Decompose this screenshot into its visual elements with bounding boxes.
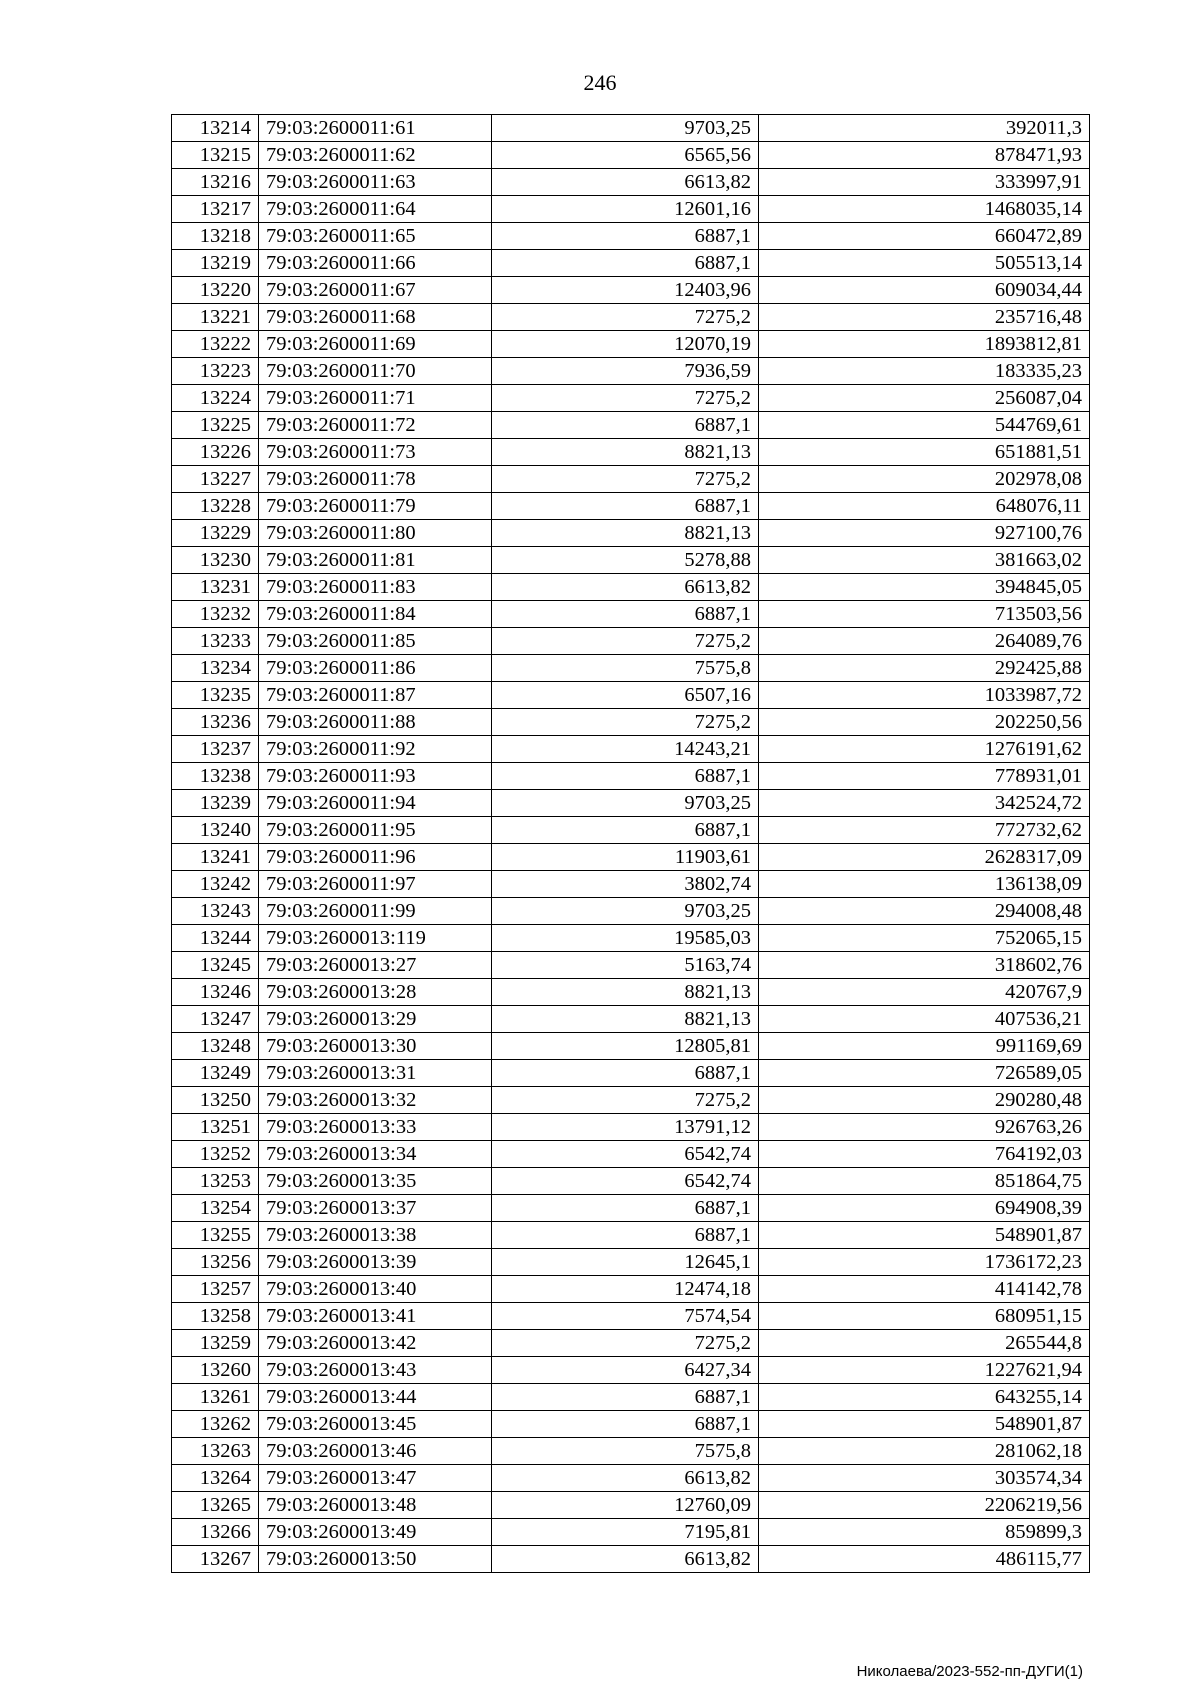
row-number-cell: 13252 (172, 1141, 259, 1168)
table-row (172, 1357, 1090, 1384)
value-cell: 407536,21 (759, 1006, 1090, 1033)
cadastral-number-cell: 79:03:2600011:94 (259, 790, 492, 817)
value-cell: 764192,03 (759, 1141, 1090, 1168)
row-number-cell: 13260 (172, 1357, 259, 1384)
value-cell: 752065,15 (759, 925, 1090, 952)
cadastral-number-cell: 79:03:2600011:85 (259, 628, 492, 655)
value-cell: 927100,76 (759, 520, 1090, 547)
row-number-cell: 13266 (172, 1519, 259, 1546)
value-cell: 851864,75 (759, 1168, 1090, 1195)
cadastral-number-cell: 79:03:2600011:87 (259, 682, 492, 709)
table-row (172, 277, 1090, 304)
area-cell: 12645,1 (492, 1249, 759, 1276)
table-row (172, 655, 1090, 682)
cadastral-number-cell: 79:03:2600013:49 (259, 1519, 492, 1546)
table-row (172, 196, 1090, 223)
value-cell: 333997,91 (759, 169, 1090, 196)
area-cell: 7574,54 (492, 1303, 759, 1330)
table-row (172, 115, 1090, 142)
cadastral-number-cell: 79:03:2600011:97 (259, 871, 492, 898)
cadastral-number-cell: 79:03:2600013:32 (259, 1087, 492, 1114)
table-row (172, 142, 1090, 169)
value-cell: 991169,69 (759, 1033, 1090, 1060)
value-cell: 414142,78 (759, 1276, 1090, 1303)
cadastral-number-cell: 79:03:2600013:41 (259, 1303, 492, 1330)
value-cell: 548901,87 (759, 1222, 1090, 1249)
value-cell: 859899,3 (759, 1519, 1090, 1546)
area-cell: 12403,96 (492, 277, 759, 304)
row-number-cell: 13222 (172, 331, 259, 358)
cadastral-number-cell: 79:03:2600011:61 (259, 115, 492, 142)
row-number-cell: 13247 (172, 1006, 259, 1033)
area-cell: 19585,03 (492, 925, 759, 952)
cadastral-number-cell: 79:03:2600011:93 (259, 763, 492, 790)
area-cell: 6565,56 (492, 142, 759, 169)
table-row (172, 250, 1090, 277)
row-number-cell: 13259 (172, 1330, 259, 1357)
area-cell: 3802,74 (492, 871, 759, 898)
area-cell: 7275,2 (492, 1087, 759, 1114)
value-cell: 294008,48 (759, 898, 1090, 925)
value-cell: 290280,48 (759, 1087, 1090, 1114)
row-number-cell: 13255 (172, 1222, 259, 1249)
row-number-cell: 13240 (172, 817, 259, 844)
value-cell: 394845,05 (759, 574, 1090, 601)
area-cell: 7275,2 (492, 304, 759, 331)
row-number-cell: 13248 (172, 1033, 259, 1060)
table-row (172, 1330, 1090, 1357)
row-number-cell: 13235 (172, 682, 259, 709)
cadastral-number-cell: 79:03:2600011:78 (259, 466, 492, 493)
table-row (172, 1168, 1090, 1195)
cadastral-number-cell: 79:03:2600011:71 (259, 385, 492, 412)
value-cell: 1033987,72 (759, 682, 1090, 709)
table-row (172, 466, 1090, 493)
area-cell: 7275,2 (492, 385, 759, 412)
table-row (172, 844, 1090, 871)
cadastral-number-cell: 79:03:2600011:81 (259, 547, 492, 574)
value-cell: 256087,04 (759, 385, 1090, 412)
area-cell: 6613,82 (492, 574, 759, 601)
value-cell: 505513,14 (759, 250, 1090, 277)
value-cell: 1276191,62 (759, 736, 1090, 763)
cadastral-number-cell: 79:03:2600011:62 (259, 142, 492, 169)
row-number-cell: 13227 (172, 466, 259, 493)
row-number-cell: 13216 (172, 169, 259, 196)
value-cell: 342524,72 (759, 790, 1090, 817)
cadastral-number-cell: 79:03:2600013:34 (259, 1141, 492, 1168)
area-cell: 7575,8 (492, 655, 759, 682)
cadastral-number-cell: 79:03:2600013:33 (259, 1114, 492, 1141)
table-row (172, 925, 1090, 952)
row-number-cell: 13256 (172, 1249, 259, 1276)
area-cell: 6542,74 (492, 1141, 759, 1168)
value-cell: 548901,87 (759, 1411, 1090, 1438)
value-cell: 643255,14 (759, 1384, 1090, 1411)
value-cell: 772732,62 (759, 817, 1090, 844)
area-cell: 8821,13 (492, 439, 759, 466)
row-number-cell: 13264 (172, 1465, 259, 1492)
area-cell: 7275,2 (492, 709, 759, 736)
row-number-cell: 13234 (172, 655, 259, 682)
row-number-cell: 13265 (172, 1492, 259, 1519)
cadastral-number-cell: 79:03:2600011:88 (259, 709, 492, 736)
value-cell: 1893812,81 (759, 331, 1090, 358)
row-number-cell: 13233 (172, 628, 259, 655)
value-cell: 694908,39 (759, 1195, 1090, 1222)
area-cell: 6613,82 (492, 1465, 759, 1492)
row-number-cell: 13251 (172, 1114, 259, 1141)
value-cell: 486115,77 (759, 1546, 1090, 1573)
row-number-cell: 13254 (172, 1195, 259, 1222)
area-cell: 8821,13 (492, 1006, 759, 1033)
area-cell: 12474,18 (492, 1276, 759, 1303)
table-row (172, 439, 1090, 466)
area-cell: 7195,81 (492, 1519, 759, 1546)
area-cell: 9703,25 (492, 898, 759, 925)
cadastral-number-cell: 79:03:2600013:37 (259, 1195, 492, 1222)
cadastral-number-cell: 79:03:2600013:48 (259, 1492, 492, 1519)
area-cell: 6613,82 (492, 169, 759, 196)
table-row (172, 1114, 1090, 1141)
value-cell: 303574,34 (759, 1465, 1090, 1492)
value-cell: 2628317,09 (759, 844, 1090, 871)
value-cell: 265544,8 (759, 1330, 1090, 1357)
cadastral-number-cell: 79:03:2600013:31 (259, 1060, 492, 1087)
row-number-cell: 13241 (172, 844, 259, 871)
value-cell: 878471,93 (759, 142, 1090, 169)
value-cell: 420767,9 (759, 979, 1090, 1006)
table-row (172, 385, 1090, 412)
cadastral-number-cell: 79:03:2600011:70 (259, 358, 492, 385)
value-cell: 202978,08 (759, 466, 1090, 493)
area-cell: 6613,82 (492, 1546, 759, 1573)
cadastral-number-cell: 79:03:2600013:46 (259, 1438, 492, 1465)
cadastral-number-cell: 79:03:2600011:68 (259, 304, 492, 331)
table-row (172, 1276, 1090, 1303)
area-cell: 6887,1 (492, 1411, 759, 1438)
table-row (172, 898, 1090, 925)
cadastral-number-cell: 79:03:2600011:86 (259, 655, 492, 682)
area-cell: 6887,1 (492, 250, 759, 277)
cadastral-table (171, 114, 1090, 1573)
value-cell: 183335,23 (759, 358, 1090, 385)
table-row (172, 1519, 1090, 1546)
area-cell: 7275,2 (492, 628, 759, 655)
table-row (172, 1438, 1090, 1465)
value-cell: 318602,76 (759, 952, 1090, 979)
table-row (172, 1006, 1090, 1033)
cadastral-number-cell: 79:03:2600013:45 (259, 1411, 492, 1438)
table-row (172, 979, 1090, 1006)
table-row (172, 790, 1090, 817)
area-cell: 12760,09 (492, 1492, 759, 1519)
table-row (172, 358, 1090, 385)
area-cell: 6887,1 (492, 1060, 759, 1087)
row-number-cell: 13242 (172, 871, 259, 898)
row-number-cell: 13238 (172, 763, 259, 790)
row-number-cell: 13224 (172, 385, 259, 412)
value-cell: 235716,48 (759, 304, 1090, 331)
cadastral-number-cell: 79:03:2600013:50 (259, 1546, 492, 1573)
row-number-cell: 13223 (172, 358, 259, 385)
cadastral-number-cell: 79:03:2600011:72 (259, 412, 492, 439)
value-cell: 1227621,94 (759, 1357, 1090, 1384)
cadastral-number-cell: 79:03:2600013:35 (259, 1168, 492, 1195)
value-cell: 660472,89 (759, 223, 1090, 250)
page-number: 246 (583, 70, 617, 95)
row-number-cell: 13231 (172, 574, 259, 601)
value-cell: 281062,18 (759, 1438, 1090, 1465)
area-cell: 6887,1 (492, 1195, 759, 1222)
cadastral-number-cell: 79:03:2600013:44 (259, 1384, 492, 1411)
table-row (172, 817, 1090, 844)
area-cell: 6887,1 (492, 1384, 759, 1411)
area-cell: 5163,74 (492, 952, 759, 979)
row-number-cell: 13219 (172, 250, 259, 277)
table-row (172, 709, 1090, 736)
table-row (172, 520, 1090, 547)
row-number-cell: 13225 (172, 412, 259, 439)
area-cell: 6427,34 (492, 1357, 759, 1384)
row-number-cell: 13244 (172, 925, 259, 952)
cadastral-number-cell: 79:03:2600013:39 (259, 1249, 492, 1276)
table-row (172, 1141, 1090, 1168)
table-row (172, 1249, 1090, 1276)
table-row (172, 1303, 1090, 1330)
cadastral-number-cell: 79:03:2600011:69 (259, 331, 492, 358)
row-number-cell: 13243 (172, 898, 259, 925)
table-body (172, 115, 1090, 1573)
cadastral-number-cell: 79:03:2600011:84 (259, 601, 492, 628)
value-cell: 926763,26 (759, 1114, 1090, 1141)
table-row (172, 1546, 1090, 1573)
table-row (172, 871, 1090, 898)
area-cell: 7575,8 (492, 1438, 759, 1465)
table-row (172, 493, 1090, 520)
row-number-cell: 13237 (172, 736, 259, 763)
cadastral-number-cell: 79:03:2600011:92 (259, 736, 492, 763)
value-cell: 680951,15 (759, 1303, 1090, 1330)
table-row (172, 952, 1090, 979)
table-row (172, 1465, 1090, 1492)
value-cell: 651881,51 (759, 439, 1090, 466)
row-number-cell: 13245 (172, 952, 259, 979)
cadastral-number-cell: 79:03:2600011:80 (259, 520, 492, 547)
table-row (172, 169, 1090, 196)
row-number-cell: 13214 (172, 115, 259, 142)
table-row (172, 736, 1090, 763)
cadastral-number-cell: 79:03:2600013:27 (259, 952, 492, 979)
row-number-cell: 13246 (172, 979, 259, 1006)
cadastral-number-cell: 79:03:2600011:65 (259, 223, 492, 250)
table-row (172, 628, 1090, 655)
area-cell: 8821,13 (492, 520, 759, 547)
value-cell: 544769,61 (759, 412, 1090, 439)
area-cell: 5278,88 (492, 547, 759, 574)
cadastral-number-cell: 79:03:2600011:79 (259, 493, 492, 520)
cadastral-number-cell: 79:03:2600013:119 (259, 925, 492, 952)
area-cell: 6507,16 (492, 682, 759, 709)
area-cell: 12070,19 (492, 331, 759, 358)
value-cell: 381663,02 (759, 547, 1090, 574)
table-row (172, 1384, 1090, 1411)
row-number-cell: 13218 (172, 223, 259, 250)
cadastral-number-cell: 79:03:2600011:63 (259, 169, 492, 196)
table-row (172, 682, 1090, 709)
area-cell: 12805,81 (492, 1033, 759, 1060)
cadastral-number-cell: 79:03:2600011:99 (259, 898, 492, 925)
value-cell: 292425,88 (759, 655, 1090, 682)
value-cell: 202250,56 (759, 709, 1090, 736)
table-row (172, 574, 1090, 601)
row-number-cell: 13267 (172, 1546, 259, 1573)
table-row (172, 331, 1090, 358)
area-cell: 11903,61 (492, 844, 759, 871)
table-row (172, 304, 1090, 331)
cadastral-number-cell: 79:03:2600013:40 (259, 1276, 492, 1303)
area-cell: 7936,59 (492, 358, 759, 385)
table-row (172, 547, 1090, 574)
row-number-cell: 13229 (172, 520, 259, 547)
table-row (172, 1087, 1090, 1114)
value-cell: 609034,44 (759, 277, 1090, 304)
table-row (172, 1195, 1090, 1222)
cadastral-number-cell: 79:03:2600011:64 (259, 196, 492, 223)
area-cell: 6887,1 (492, 1222, 759, 1249)
cadastral-number-cell: 79:03:2600013:29 (259, 1006, 492, 1033)
value-cell: 2206219,56 (759, 1492, 1090, 1519)
cadastral-number-cell: 79:03:2600013:47 (259, 1465, 492, 1492)
table-row (172, 1411, 1090, 1438)
document-reference: Николаева/2023-552-пп-ДУГИ(1) (856, 1663, 1083, 1680)
row-number-cell: 13239 (172, 790, 259, 817)
row-number-cell: 13220 (172, 277, 259, 304)
area-cell: 12601,16 (492, 196, 759, 223)
cadastral-number-cell: 79:03:2600011:67 (259, 277, 492, 304)
row-number-cell: 13257 (172, 1276, 259, 1303)
table-row (172, 412, 1090, 439)
row-number-cell: 13253 (172, 1168, 259, 1195)
table-row (172, 1492, 1090, 1519)
row-number-cell: 13221 (172, 304, 259, 331)
row-number-cell: 13249 (172, 1060, 259, 1087)
cadastral-number-cell: 79:03:2600011:73 (259, 439, 492, 466)
area-cell: 14243,21 (492, 736, 759, 763)
cadastral-number-cell: 79:03:2600013:42 (259, 1330, 492, 1357)
cadastral-number-cell: 79:03:2600011:96 (259, 844, 492, 871)
table-row (172, 763, 1090, 790)
cadastral-number-cell: 79:03:2600013:28 (259, 979, 492, 1006)
area-cell: 9703,25 (492, 115, 759, 142)
cadastral-number-cell: 79:03:2600013:38 (259, 1222, 492, 1249)
value-cell: 136138,09 (759, 871, 1090, 898)
row-number-cell: 13236 (172, 709, 259, 736)
row-number-cell: 13215 (172, 142, 259, 169)
cadastral-number-cell: 79:03:2600011:66 (259, 250, 492, 277)
row-number-cell: 13250 (172, 1087, 259, 1114)
row-number-cell: 13262 (172, 1411, 259, 1438)
row-number-cell: 13232 (172, 601, 259, 628)
area-cell: 6542,74 (492, 1168, 759, 1195)
area-cell: 7275,2 (492, 466, 759, 493)
row-number-cell: 13263 (172, 1438, 259, 1465)
row-number-cell: 13261 (172, 1384, 259, 1411)
value-cell: 1736172,23 (759, 1249, 1090, 1276)
row-number-cell: 13230 (172, 547, 259, 574)
area-cell: 9703,25 (492, 790, 759, 817)
area-cell: 6887,1 (492, 412, 759, 439)
area-cell: 6887,1 (492, 223, 759, 250)
value-cell: 713503,56 (759, 601, 1090, 628)
area-cell: 6887,1 (492, 763, 759, 790)
value-cell: 648076,11 (759, 493, 1090, 520)
cadastral-number-cell: 79:03:2600013:43 (259, 1357, 492, 1384)
table-row (172, 1060, 1090, 1087)
cadastral-number-cell: 79:03:2600011:95 (259, 817, 492, 844)
row-number-cell: 13258 (172, 1303, 259, 1330)
row-number-cell: 13228 (172, 493, 259, 520)
row-number-cell: 13217 (172, 196, 259, 223)
area-cell: 6887,1 (492, 601, 759, 628)
area-cell: 7275,2 (492, 1330, 759, 1357)
value-cell: 778931,01 (759, 763, 1090, 790)
table-row (172, 1033, 1090, 1060)
area-cell: 6887,1 (492, 493, 759, 520)
table-row (172, 601, 1090, 628)
value-cell: 726589,05 (759, 1060, 1090, 1087)
area-cell: 13791,12 (492, 1114, 759, 1141)
value-cell: 264089,76 (759, 628, 1090, 655)
cadastral-number-cell: 79:03:2600011:83 (259, 574, 492, 601)
area-cell: 8821,13 (492, 979, 759, 1006)
cadastral-number-cell: 79:03:2600013:30 (259, 1033, 492, 1060)
table-row (172, 223, 1090, 250)
area-cell: 6887,1 (492, 817, 759, 844)
value-cell: 1468035,14 (759, 196, 1090, 223)
value-cell: 392011,3 (759, 115, 1090, 142)
row-number-cell: 13226 (172, 439, 259, 466)
table-row (172, 1222, 1090, 1249)
